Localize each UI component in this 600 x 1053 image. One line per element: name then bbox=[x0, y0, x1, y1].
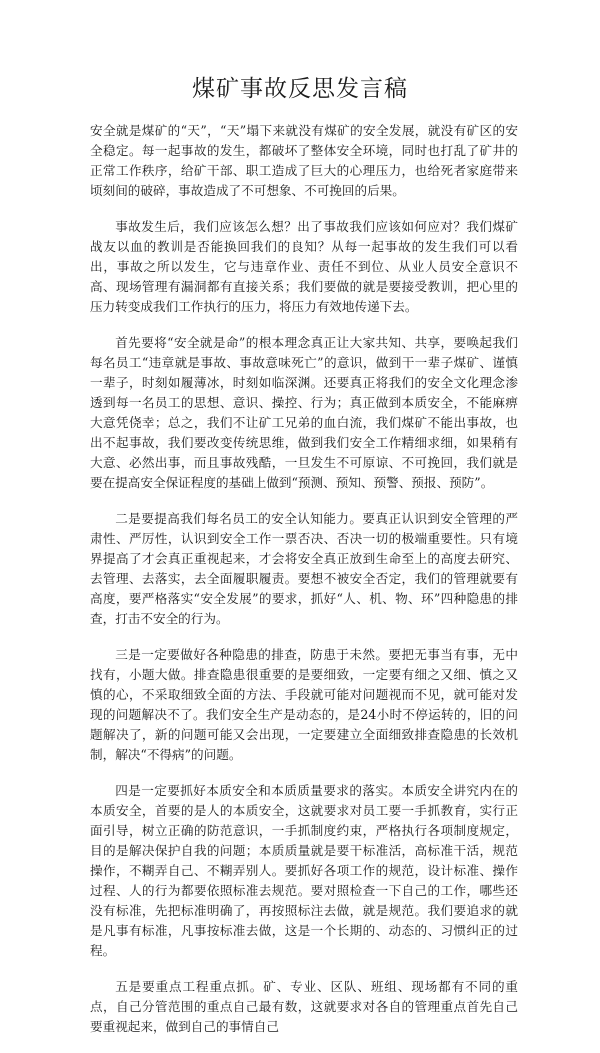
paragraph-intro: 安全就是煤矿的“天”，“天”塌下来就没有煤矿的安全发展，就没有矿区的安全稳定。每一起事故的发生，都破坏了整体安全环境，同时也打乱了矿井的正常工作秩序，给矿干部、职工造成了巨大的心理压力，也给死者家庭带来顷刻间的破碎，事故造成了不可想象、不可挽回的后果。 bbox=[90, 123, 518, 198]
paragraph-point-1: 首先要将“安全就是命”的根本理念真正让大家共知、共享，要唤起我们每名员工“违章就是事故、事故意味死亡”的意识，做到干一辈子煤矿、谨慎一辈子，时刻如履薄冰，时刻如临深渊。还要真正将我们的安全文化理念渗透到每一名员工的思想、意识、操控、行为；真正做到本质安全，不能麻痹大意凭侥幸；总之，我们不让矿工兄弟的血白流，我们煤矿不能出事故，也出不起事故，我们要改变传统思维，做到我们安全工作精细求细，如果稍有大意、必然出事，而且事故残酷，一旦发生不可原谅、不可挽回，我们就是要在提高安全保证程度的基础上做到“预测、预知、预警、预报、预防”。 bbox=[90, 335, 518, 490]
paragraph-point-3: 三是一定要做好各种隐患的排查，防患于未然。要把无事当有事，无中找有，小题大做。排查隐患很重要的是要细致，一定要有细之又细、慎之又慎的心，不采取细致全面的方法、手段就可能对问题视而不见，就可能对发现的问题解决不了。我们安全生产是动态的，是24小时不停运转的，旧的问题解决了，新的问题可能又会出现，一定要建立全面细致排查隐患的长效机制，解决“不得病”的问题。 bbox=[90, 647, 518, 762]
document-title: 煤矿事故反思发言稿 bbox=[192, 76, 408, 102]
paragraph-point-5: 五是要重点工程重点抓。矿、专业、区队、班组、现场都有不同的重点，自己分管范围的重点自己最有数，这就要求对各自的管理重点首先自己要重视起来，做到自己的事情自己 bbox=[90, 979, 518, 1034]
paragraph-reflection: 事故发生后，我们应该怎么想？出了事故我们应该如何应对？我们煤矿战友以血的教训是否能换回我们的良知？从每一起事故的发生我们可以看出，事故之所以发生，它与违章作业、责任不到位、从业人员安全意识不高、现场管理有漏洞都有直接关系；我们要做的就是要接受教训，把心里的压力转变成我们工作执行的压力，将压力有效地传递下去。 bbox=[90, 219, 518, 314]
paragraph-point-2: 二是要提高我们每名员工的安全认知能力。要真正认识到安全管理的严肃性、严厉性，认识到安全工作一票否决、否决一切的极端重要性。只有境界提高了才会真正重视起来，才会将安全真正放到生命至上的高度去研究、去管理、去落实，去全面履职履责。要想不被安全否定，我们的管理就要有高度，要严格落实“安全发展”的要求，抓好“人、机、物、环”四种隐患的排查，打击不安全的行为。 bbox=[90, 511, 518, 626]
paragraph-point-4: 四是一定要抓好本质安全和本质质量要求的落实。本质安全讲究内在的本质安全，首要的是人的本质安全，这就要求对员工要一手抓教育，实行正面引导，树立正确的防范意识，一手抓制度约束，严格执行各项制度规定，目的是解决保护自我的问题；本质质量就是要干标准活，高标准干活，规范操作，不糊弄自己、不糊弄别人。要抓好各项工作的规范，设计标准、操作过程、人的行为都要依照标准去规范。要对照检查一下自己的工作，哪些还没有标准，先把标准明确了，再按照标注去做，就是规范。我们要追求的就是凡事有标准，凡事按标准去做，这是一个长期的、动态的、习惯纠正的过程。 bbox=[90, 783, 518, 958]
document-body bbox=[90, 121, 518, 1053]
